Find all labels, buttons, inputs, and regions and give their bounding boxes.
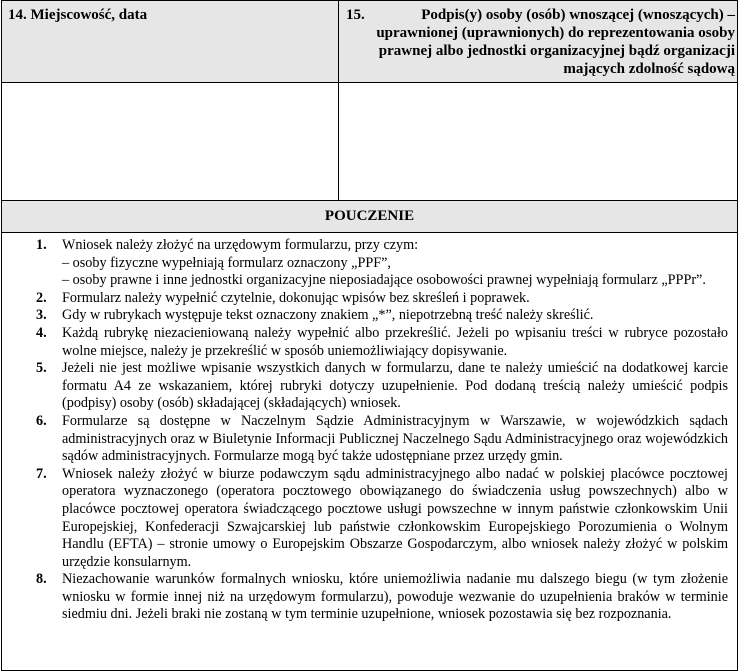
instruction-item (2, 571, 732, 624)
instruction-item (2, 307, 732, 325)
instruction-item (2, 413, 732, 466)
instruction-number: 6. (36, 412, 47, 429)
instruction-number: 5. (36, 360, 47, 377)
instruction-item (2, 466, 732, 572)
instruction-subitem: – osoby prawne i inne jednostki organizacyjne nieposiadające osobowości prawnej wypełniają formularz „PPPr”. (62, 272, 706, 289)
instruction-number: 2. (36, 289, 47, 306)
instruction-item (2, 325, 732, 360)
instruction-text: Formularze są dostępne w Naczelnym Sądzie Administracyjnym w Warszawie, w wojewódzkich sądach administracyjnych oraz w Biuletynie Informacji Publicznej Naczelnego Sądu Administracyjnego oraz wojewódzkich sądów administracyjnych. Formularze mogą być także udostępniane przez urzędy gmin. (62, 412, 728, 465)
signature-field[interactable] (339, 83, 737, 201)
instruction-text: Jeżeli nie jest możliwe wpisanie wszystkich danych w formularzu, dane te należy umieścić na dodatkowej karcie formatu A4 ze wskazaniem, której rubryki dotyczy uzupełnienie. Pod dodaną treścią należy umieścić podpis (podpisy) osoby (osób) składającej (składających) wniosek. (62, 360, 728, 412)
field-14-header (2, 1, 339, 83)
instruction-number: 1. (36, 237, 47, 253)
pouczenie-title: POUCZENIE (2, 201, 737, 233)
instruction-text: Wniosek należy złożyć w biurze podawczym sądu administracyjnego albo nadać w polskiej placówce pocztowej operatora wyznaczonego (operatora pocztowego obowiązanego do świadczenia usług powszechnych) albo w placówce pocztowej operatora świadczącego pocztowe usługi powszechne w innym państwie członkowskim Unii Europejskiej, Konfederacji Szwajcarskiej lub państwie członkowskim Europejskiego Porozumienia o Wolnym Handlu (EFTA) – stronie umowy o Europejskim Obszarze Gospodarczym, albo wniosek należy złożyć w polskim urzędzie konsularnym. (62, 465, 728, 570)
instruction-item (2, 360, 732, 413)
place-date-field[interactable] (2, 83, 339, 201)
instruction-item (2, 237, 732, 290)
instruction-item (2, 290, 732, 308)
instruction-number: 8. (36, 571, 47, 588)
field-15-label: Podpis(y) osoby (osób) wnoszącej (wnoszących) – uprawnionej (uprawnionych) do reprezentowania osoby prawnej albo jednostki organizacyjnej bądź organizacji mających zdolność sądową (376, 7, 735, 77)
field-15-header (339, 1, 737, 83)
instruction-number: 4. (36, 324, 47, 341)
instruction-number: 3. (36, 307, 47, 324)
field-15-number: 15. (346, 7, 365, 23)
field-14-label: 14. Miejscowość, data (8, 7, 148, 23)
instruction-text: Wniosek należy złożyć na urzędowym formularzu, przy czym: (62, 237, 419, 253)
form-section (1, 0, 738, 671)
instruction-text: Formularz należy wypełnić czytelnie, dokonując wpisów bez skreśleń i poprawek. (62, 289, 530, 306)
instruction-text: Niezachowanie warunków formalnych wniosku, które uniemożliwia nadanie mu dalszego biegu (w tym złożenie wniosku w formie innej niż na urzędowym formularzu), powoduje wezwanie do uzupełnienia braków w terminie siedmiu dni. Jeżeli braki nie zostaną w tym terminie uzupełnione, wniosek pozostawia się bez rozpoznania. (62, 571, 728, 623)
instruction-text: Każdą rubrykę niezacieniowaną należy wypełnić albo przekreślić. Jeżeli po wpisaniu treści w rubryce pozostało wolne miejsce, należy je przekreślić w sposób uniemożliwiający dopisywanie. (62, 324, 728, 359)
instruction-text: Gdy w rubrykach występuje tekst oznaczony znakiem „*”, niepotrzebną treść należy skreślić. (62, 307, 594, 324)
instruction-subitem: – osoby fizyczne wypełniają formularz oznaczony „PPF”, (62, 254, 391, 271)
pouczenie-body (2, 233, 737, 670)
instruction-number: 7. (36, 465, 47, 482)
instructions-list (2, 237, 732, 624)
